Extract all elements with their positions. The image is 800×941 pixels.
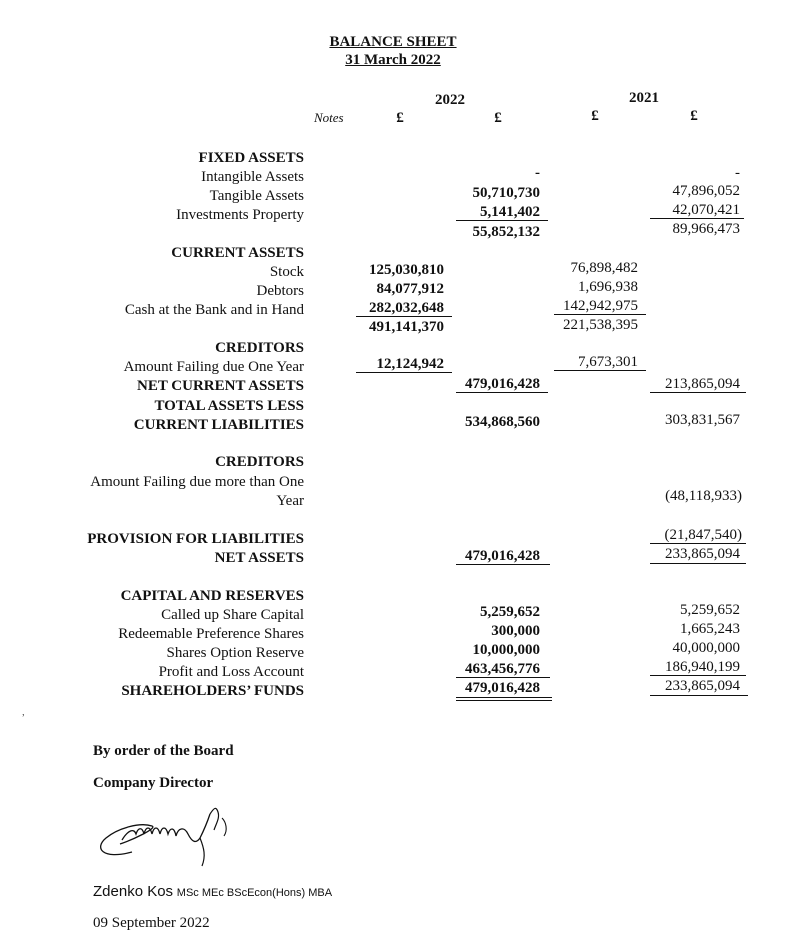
current-liabilities-label: CURRENT LIABILITIES bbox=[133, 417, 304, 433]
director-credentials: MSc MEc BScEcon(Hons) MBA bbox=[176, 887, 333, 899]
creditors-long-2021: (48,118,933) bbox=[665, 488, 742, 504]
intangible-2022: - bbox=[535, 165, 540, 181]
document-title: BALANCE SHEET bbox=[329, 34, 457, 50]
total-assets-less-2021: 303,831,567 bbox=[665, 412, 740, 428]
director-signature bbox=[92, 800, 242, 870]
document-date: 31 March 2022 bbox=[345, 52, 441, 68]
currency-header: £ bbox=[396, 110, 404, 126]
total-rule bbox=[456, 564, 550, 565]
preference-shares-2021: 1,665,243 bbox=[680, 621, 740, 637]
currency-header: £ bbox=[591, 108, 599, 124]
subtotal-rule bbox=[456, 220, 548, 221]
stock-label: Stock bbox=[269, 264, 304, 280]
total-rule bbox=[650, 695, 748, 696]
debtors-2022: 84,077,912 bbox=[376, 281, 444, 297]
share-capital-label: Called up Share Capital bbox=[161, 607, 304, 623]
investments-property-label: Investments Property bbox=[176, 207, 304, 223]
creditors-one-year-2022: 12,124,942 bbox=[376, 356, 444, 372]
share-capital-2021: 5,259,652 bbox=[680, 602, 740, 618]
total-rule bbox=[456, 700, 552, 701]
net-assets-label: NET ASSETS bbox=[214, 550, 304, 566]
debtors-2021: 1,696,938 bbox=[578, 279, 638, 295]
net-assets-2022: 479,016,428 bbox=[465, 548, 540, 564]
fixed-assets-total-2021: 89,966,473 bbox=[672, 221, 740, 237]
net-current-assets-label: NET CURRENT ASSETS bbox=[136, 378, 304, 394]
currency-header: £ bbox=[690, 108, 698, 124]
stock-2021: 76,898,482 bbox=[570, 260, 638, 276]
year-header-2021: 2021 bbox=[629, 90, 659, 106]
tangible-assets-label: Tangible Assets bbox=[209, 188, 304, 204]
creditors-heading: CREDITORS bbox=[215, 340, 304, 356]
net-assets-2021: 233,865,094 bbox=[665, 546, 740, 562]
creditors-one-year-2021: 7,673,301 bbox=[578, 354, 638, 370]
profit-loss-2022: 463,456,776 bbox=[465, 661, 540, 677]
fixed-assets-total-2022: 55,852,132 bbox=[472, 224, 540, 240]
tangible-2021: 47,896,052 bbox=[672, 183, 740, 199]
cash-label: Cash at the Bank and in Hand bbox=[124, 302, 304, 318]
year-header-2022: 2022 bbox=[435, 92, 465, 108]
current-assets-heading: CURRENT ASSETS bbox=[171, 245, 304, 261]
intangible-2021: - bbox=[735, 165, 740, 181]
provision-liabilities-label: PROVISION FOR LIABILITIES bbox=[87, 531, 304, 547]
subtotal-rule bbox=[356, 372, 452, 373]
current-assets-total-2021: 221,538,395 bbox=[563, 317, 638, 333]
share-capital-2022: 5,259,652 bbox=[480, 604, 540, 620]
shareholders-funds-label: SHAREHOLDERS’ FUNDS bbox=[121, 683, 304, 699]
subtotal-rule bbox=[650, 543, 746, 544]
director-role: Company Director bbox=[93, 775, 214, 791]
creditors-one-year-label: Amount Failing due One Year bbox=[123, 359, 304, 375]
stock-2022: 125,030,810 bbox=[369, 262, 444, 278]
creditors-year-label: Year bbox=[276, 493, 304, 509]
signed-date: 09 September 2022 bbox=[93, 915, 210, 931]
subtotal-rule bbox=[456, 392, 548, 393]
subtotal-rule bbox=[554, 314, 646, 315]
total-assets-less-2022: 534,868,560 bbox=[465, 414, 540, 430]
shareholders-funds-2022: 479,016,428 bbox=[465, 680, 540, 696]
director-name: Zdenko Kos bbox=[93, 883, 174, 900]
creditors-more-than-one-label: Amount Failing due more than One bbox=[90, 474, 304, 490]
net-current-assets-2021: 213,865,094 bbox=[665, 376, 740, 392]
cash-2021: 142,942,975 bbox=[563, 298, 638, 314]
subtotal-rule bbox=[356, 316, 452, 317]
subtotal-rule bbox=[554, 370, 646, 371]
total-rule bbox=[650, 563, 746, 564]
total-rule bbox=[456, 697, 552, 698]
creditors-long-heading: CREDITORS bbox=[215, 454, 304, 470]
intangible-assets-label: Intangible Assets bbox=[201, 169, 304, 185]
capital-reserves-heading: CAPITAL AND RESERVES bbox=[120, 588, 304, 604]
option-reserve-label: Shares Option Reserve bbox=[166, 645, 304, 661]
investments-2022: 5,141,402 bbox=[480, 204, 540, 220]
by-order-of-board: By order of the Board bbox=[93, 743, 234, 759]
provision-liabilities-2021: (21,847,540) bbox=[664, 527, 742, 543]
option-reserve-2021: 40,000,000 bbox=[672, 640, 740, 656]
profit-loss-2021: 186,940,199 bbox=[665, 659, 740, 675]
subtotal-rule bbox=[650, 218, 744, 219]
option-reserve-2022: 10,000,000 bbox=[472, 642, 540, 658]
subtotal-rule bbox=[650, 392, 746, 393]
notes-header: Notes bbox=[314, 110, 344, 125]
preference-shares-label: Redeemable Preference Shares bbox=[118, 626, 304, 642]
subtotal-rule bbox=[456, 677, 550, 678]
debtors-label: Debtors bbox=[256, 283, 304, 299]
current-assets-total-2022: 491,141,370 bbox=[369, 319, 444, 335]
shareholders-funds-2021: 233,865,094 bbox=[665, 678, 740, 694]
tangible-2022: 50,710,730 bbox=[472, 185, 540, 201]
currency-header: £ bbox=[494, 110, 502, 126]
fixed-assets-heading: FIXED ASSETS bbox=[198, 150, 304, 166]
scan-mark: , bbox=[22, 706, 25, 718]
net-current-assets-2022: 479,016,428 bbox=[465, 376, 540, 392]
director-name-line bbox=[93, 883, 332, 902]
cash-2022: 282,032,648 bbox=[369, 300, 444, 316]
profit-loss-label: Profit and Loss Account bbox=[158, 664, 304, 680]
subtotal-rule bbox=[650, 675, 746, 676]
total-assets-less-label: TOTAL ASSETS LESS bbox=[154, 398, 304, 414]
preference-shares-2022: 300,000 bbox=[491, 623, 540, 639]
investments-2021: 42,070,421 bbox=[672, 202, 740, 218]
